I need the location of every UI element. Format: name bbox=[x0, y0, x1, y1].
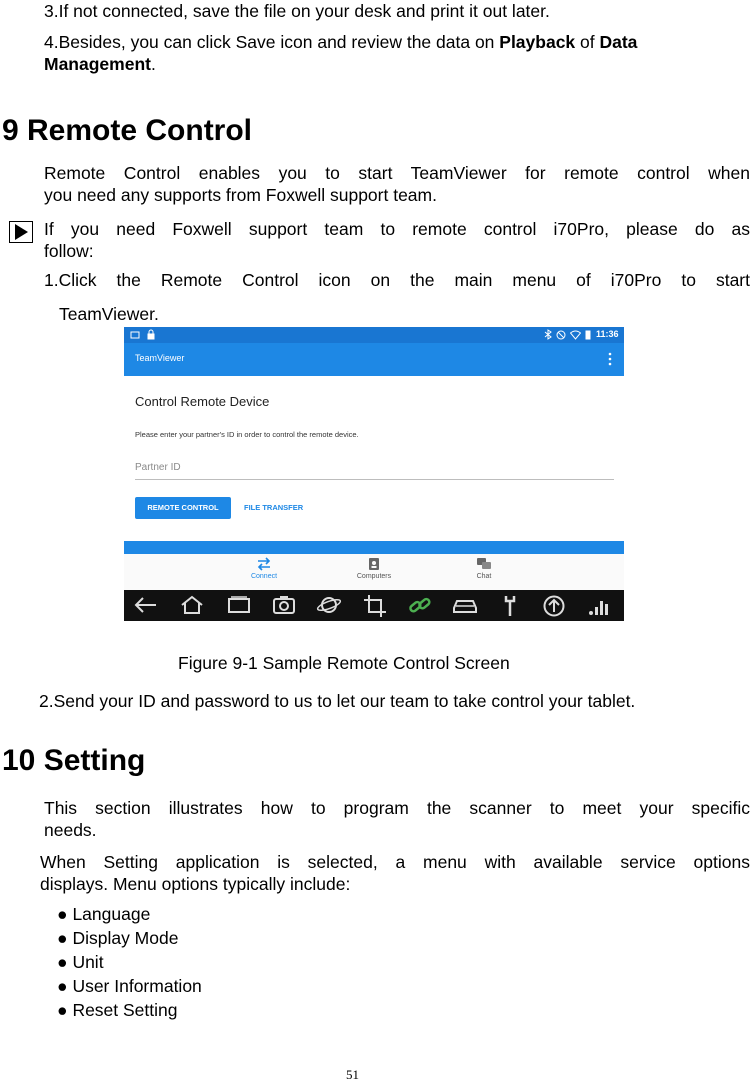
step-3-text: 3.If not connected, save the file on your desk and print it out later. bbox=[44, 1, 550, 21]
note-line2: follow: bbox=[44, 241, 94, 261]
option-display-mode: ● Display Mode bbox=[57, 928, 179, 948]
section-9-desc-line2: you need any supports from Foxwell support team. bbox=[44, 185, 437, 205]
camera-icon[interactable] bbox=[272, 595, 296, 615]
section-10-desc-line2: needs. bbox=[44, 820, 97, 840]
option-unit-label: Unit bbox=[72, 952, 104, 972]
wifi-icon bbox=[570, 330, 581, 340]
update-arrow-icon[interactable] bbox=[542, 595, 566, 617]
do-not-disturb-icon bbox=[556, 330, 566, 340]
browser-planet-icon[interactable] bbox=[316, 595, 342, 615]
option-reset-setting: ● Reset Setting bbox=[57, 1000, 178, 1020]
bottom-navigation bbox=[124, 554, 624, 590]
data-term: Data bbox=[599, 32, 638, 52]
battery-icon bbox=[585, 329, 591, 340]
option-language: ● Language bbox=[57, 904, 151, 924]
remote-link-icon[interactable] bbox=[408, 595, 432, 617]
option-language-label: Language bbox=[72, 904, 151, 924]
section-9-heading: 9 Remote Control bbox=[2, 114, 253, 147]
app-title: TeamViewer bbox=[135, 353, 185, 363]
step-2-text: 2.Send your ID and password to us to let our team to take control your tablet. bbox=[39, 691, 636, 711]
instruction-text: Please enter your partner's ID in order to control the remote device. bbox=[135, 430, 359, 439]
step-4-text-line2 bbox=[44, 53, 156, 75]
management-term: Management bbox=[44, 54, 151, 74]
contacts-book-icon bbox=[367, 557, 381, 571]
section-10-menu-line2: displays. Menu options typically include: bbox=[40, 874, 351, 894]
signal-bars-icon[interactable] bbox=[588, 595, 612, 617]
note-arrow-icon bbox=[9, 221, 33, 243]
option-display-mode-label: Display Mode bbox=[72, 928, 179, 948]
section-10-heading: 10 Setting bbox=[2, 744, 146, 777]
step-4-mid: of bbox=[575, 32, 600, 52]
partner-id-placeholder: Partner ID bbox=[135, 462, 181, 473]
note-line1: If you need Foxwell support team to remote control i70Pro, please do as bbox=[44, 219, 750, 239]
nav-chat[interactable] bbox=[444, 557, 524, 580]
status-time: 11:36 bbox=[596, 329, 619, 339]
section-10-desc-line1: This section illustrates how to program the scanner to meet your specific bbox=[44, 798, 750, 818]
system-navigation-bar bbox=[124, 590, 624, 621]
back-icon[interactable] bbox=[134, 595, 158, 615]
chat-bubbles-icon bbox=[476, 557, 492, 571]
remote-control-button[interactable]: REMOTE CONTROL bbox=[135, 497, 231, 519]
app-bar bbox=[124, 343, 624, 376]
figure-caption: Figure 9-1 Sample Remote Control Screen bbox=[178, 653, 510, 673]
connect-arrows-icon bbox=[256, 557, 272, 571]
option-user-information-label: User Information bbox=[72, 976, 202, 996]
connect-panel bbox=[124, 376, 624, 541]
partner-id-input[interactable] bbox=[135, 461, 614, 480]
nav-computers-label: Computers bbox=[356, 573, 392, 580]
nav-connect[interactable] bbox=[224, 557, 304, 580]
status-bar bbox=[124, 327, 624, 343]
bluetooth-icon bbox=[544, 329, 552, 340]
lock-icon bbox=[146, 329, 156, 340]
step-1-line1: 1.Click the Remote Control icon on the main menu of i70Pro to start bbox=[44, 270, 750, 290]
step-1-line2: TeamViewer. bbox=[59, 304, 159, 324]
wrench-icon[interactable] bbox=[500, 595, 520, 617]
playback-term: Playback bbox=[499, 32, 576, 52]
option-user-information: ● User Information bbox=[57, 976, 202, 996]
nav-connect-label: Connect bbox=[250, 573, 278, 580]
home-icon[interactable] bbox=[180, 595, 204, 615]
crop-icon[interactable] bbox=[364, 595, 386, 617]
teamviewer-screenshot bbox=[124, 327, 624, 621]
step-4-end: . bbox=[150, 54, 156, 74]
section-10-menu-line1: When Setting application is selected, a menu with available service options bbox=[40, 852, 750, 872]
step-4-text bbox=[44, 31, 750, 53]
gallery-icon bbox=[130, 330, 140, 340]
section-9-desc-line1: Remote Control enables you to start TeamViewer for remote control when bbox=[44, 163, 750, 183]
step-4-pre: 4.Besides, you can click Save icon and review the data on bbox=[44, 32, 500, 52]
overflow-menu-icon[interactable] bbox=[608, 352, 612, 366]
vehicle-icon[interactable] bbox=[452, 595, 478, 615]
page-number: 51 bbox=[346, 1067, 359, 1082]
panel-title: Control Remote Device bbox=[135, 394, 270, 409]
nav-computers[interactable] bbox=[334, 557, 414, 580]
option-unit: ● Unit bbox=[57, 952, 104, 972]
recent-apps-icon[interactable] bbox=[226, 595, 252, 615]
blue-divider bbox=[124, 541, 624, 554]
nav-chat-label: Chat bbox=[476, 573, 492, 580]
file-transfer-button[interactable]: FILE TRANSFER bbox=[244, 503, 304, 512]
option-reset-setting-label: Reset Setting bbox=[72, 1000, 178, 1020]
